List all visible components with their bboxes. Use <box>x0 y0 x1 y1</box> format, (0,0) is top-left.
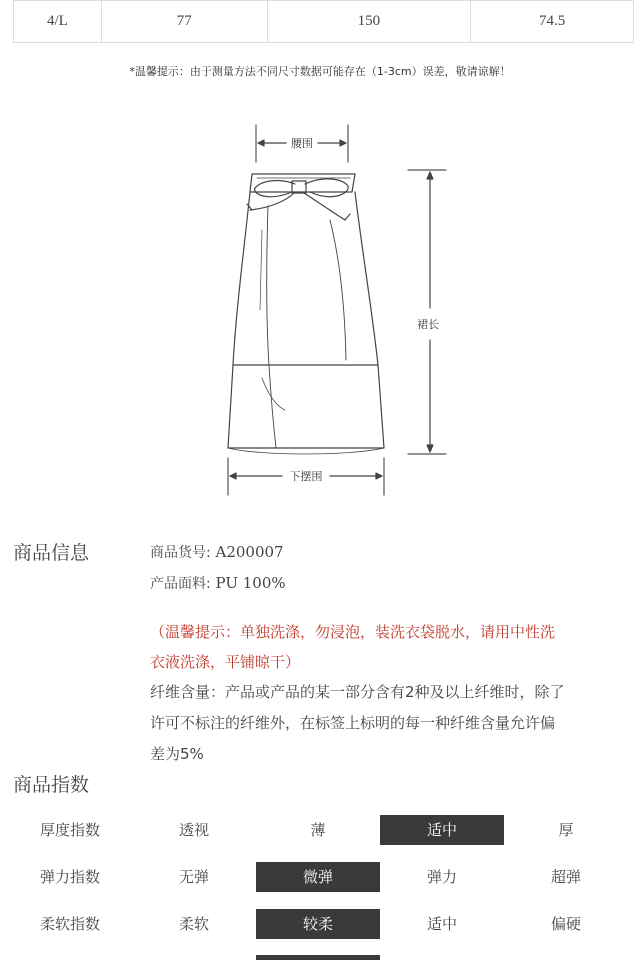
product-fabric-label: 产品面料: <box>150 576 211 592</box>
table-cell: 74.5 <box>471 1 634 43</box>
index-option: 无弹 <box>178 868 209 886</box>
index-row-elasticity <box>0 862 640 892</box>
index-row-softness <box>0 909 640 939</box>
hem-label: 下摆围 <box>289 470 323 483</box>
fiber-content-line: 许可不标注的纤维外，在标签上标明的每一种纤维含量允许偏 <box>150 714 556 732</box>
index-option: 透视 <box>178 821 209 839</box>
product-code-label: 商品货号: <box>150 545 211 561</box>
index-option: 偏硬 <box>550 915 581 933</box>
care-notice-line: 衣液洗涤，平铺晾干） <box>150 653 301 671</box>
index-row-name: 弹力指数 <box>39 868 100 886</box>
index-row-thickness <box>0 815 640 845</box>
fiber-content-line: 差为5% <box>150 745 204 763</box>
index-option-selected: 较柔 <box>256 909 380 939</box>
index-option: 柔软 <box>178 915 209 933</box>
index-option: 厚 <box>558 821 574 839</box>
table-cell: 150 <box>267 1 471 43</box>
product-index-title: 商品指数 <box>13 774 90 796</box>
product-fabric <box>150 568 286 600</box>
size-table <box>13 0 634 43</box>
index-row-name: 厚度指数 <box>39 821 100 839</box>
length-label: 裙长 <box>417 318 439 331</box>
fiber-content <box>150 677 625 770</box>
index-option: 适中 <box>426 915 457 933</box>
table-cell-size: 4/L <box>14 1 102 43</box>
index-option-selected: 微弹 <box>256 862 380 892</box>
product-code <box>150 537 284 569</box>
index-option: 薄 <box>310 821 326 839</box>
waist-label: 腰围 <box>291 137 313 150</box>
index-option-selected: 适中 <box>380 815 504 845</box>
table-row <box>14 1 634 43</box>
table-cell: 77 <box>101 1 267 43</box>
measurement-notice: *温馨提示：由于测量方法不同尺寸数据可能存在（1-3cm）误差，敬请谅解！ <box>129 65 511 78</box>
skirt-measurement-diagram <box>0 110 640 510</box>
care-notice-line: （温馨提示：单独洗涤，勿浸泡，装洗衣袋脱水，请用中性洗 <box>150 623 556 641</box>
index-option: 超弹 <box>550 868 581 886</box>
product-code-value: A200007 <box>215 543 284 561</box>
index-option: 弹力 <box>426 868 457 886</box>
fiber-content-line: 纤维含量：产品或产品的某一部分含有2种及以上纤维时，除了 <box>150 683 565 701</box>
index-row-name: 柔软指数 <box>39 915 100 933</box>
product-info-title: 商品信息 <box>13 542 90 564</box>
index-next-row-highlight <box>256 955 380 960</box>
product-fabric-value: PU 100% <box>215 574 286 592</box>
care-notice <box>150 617 620 677</box>
